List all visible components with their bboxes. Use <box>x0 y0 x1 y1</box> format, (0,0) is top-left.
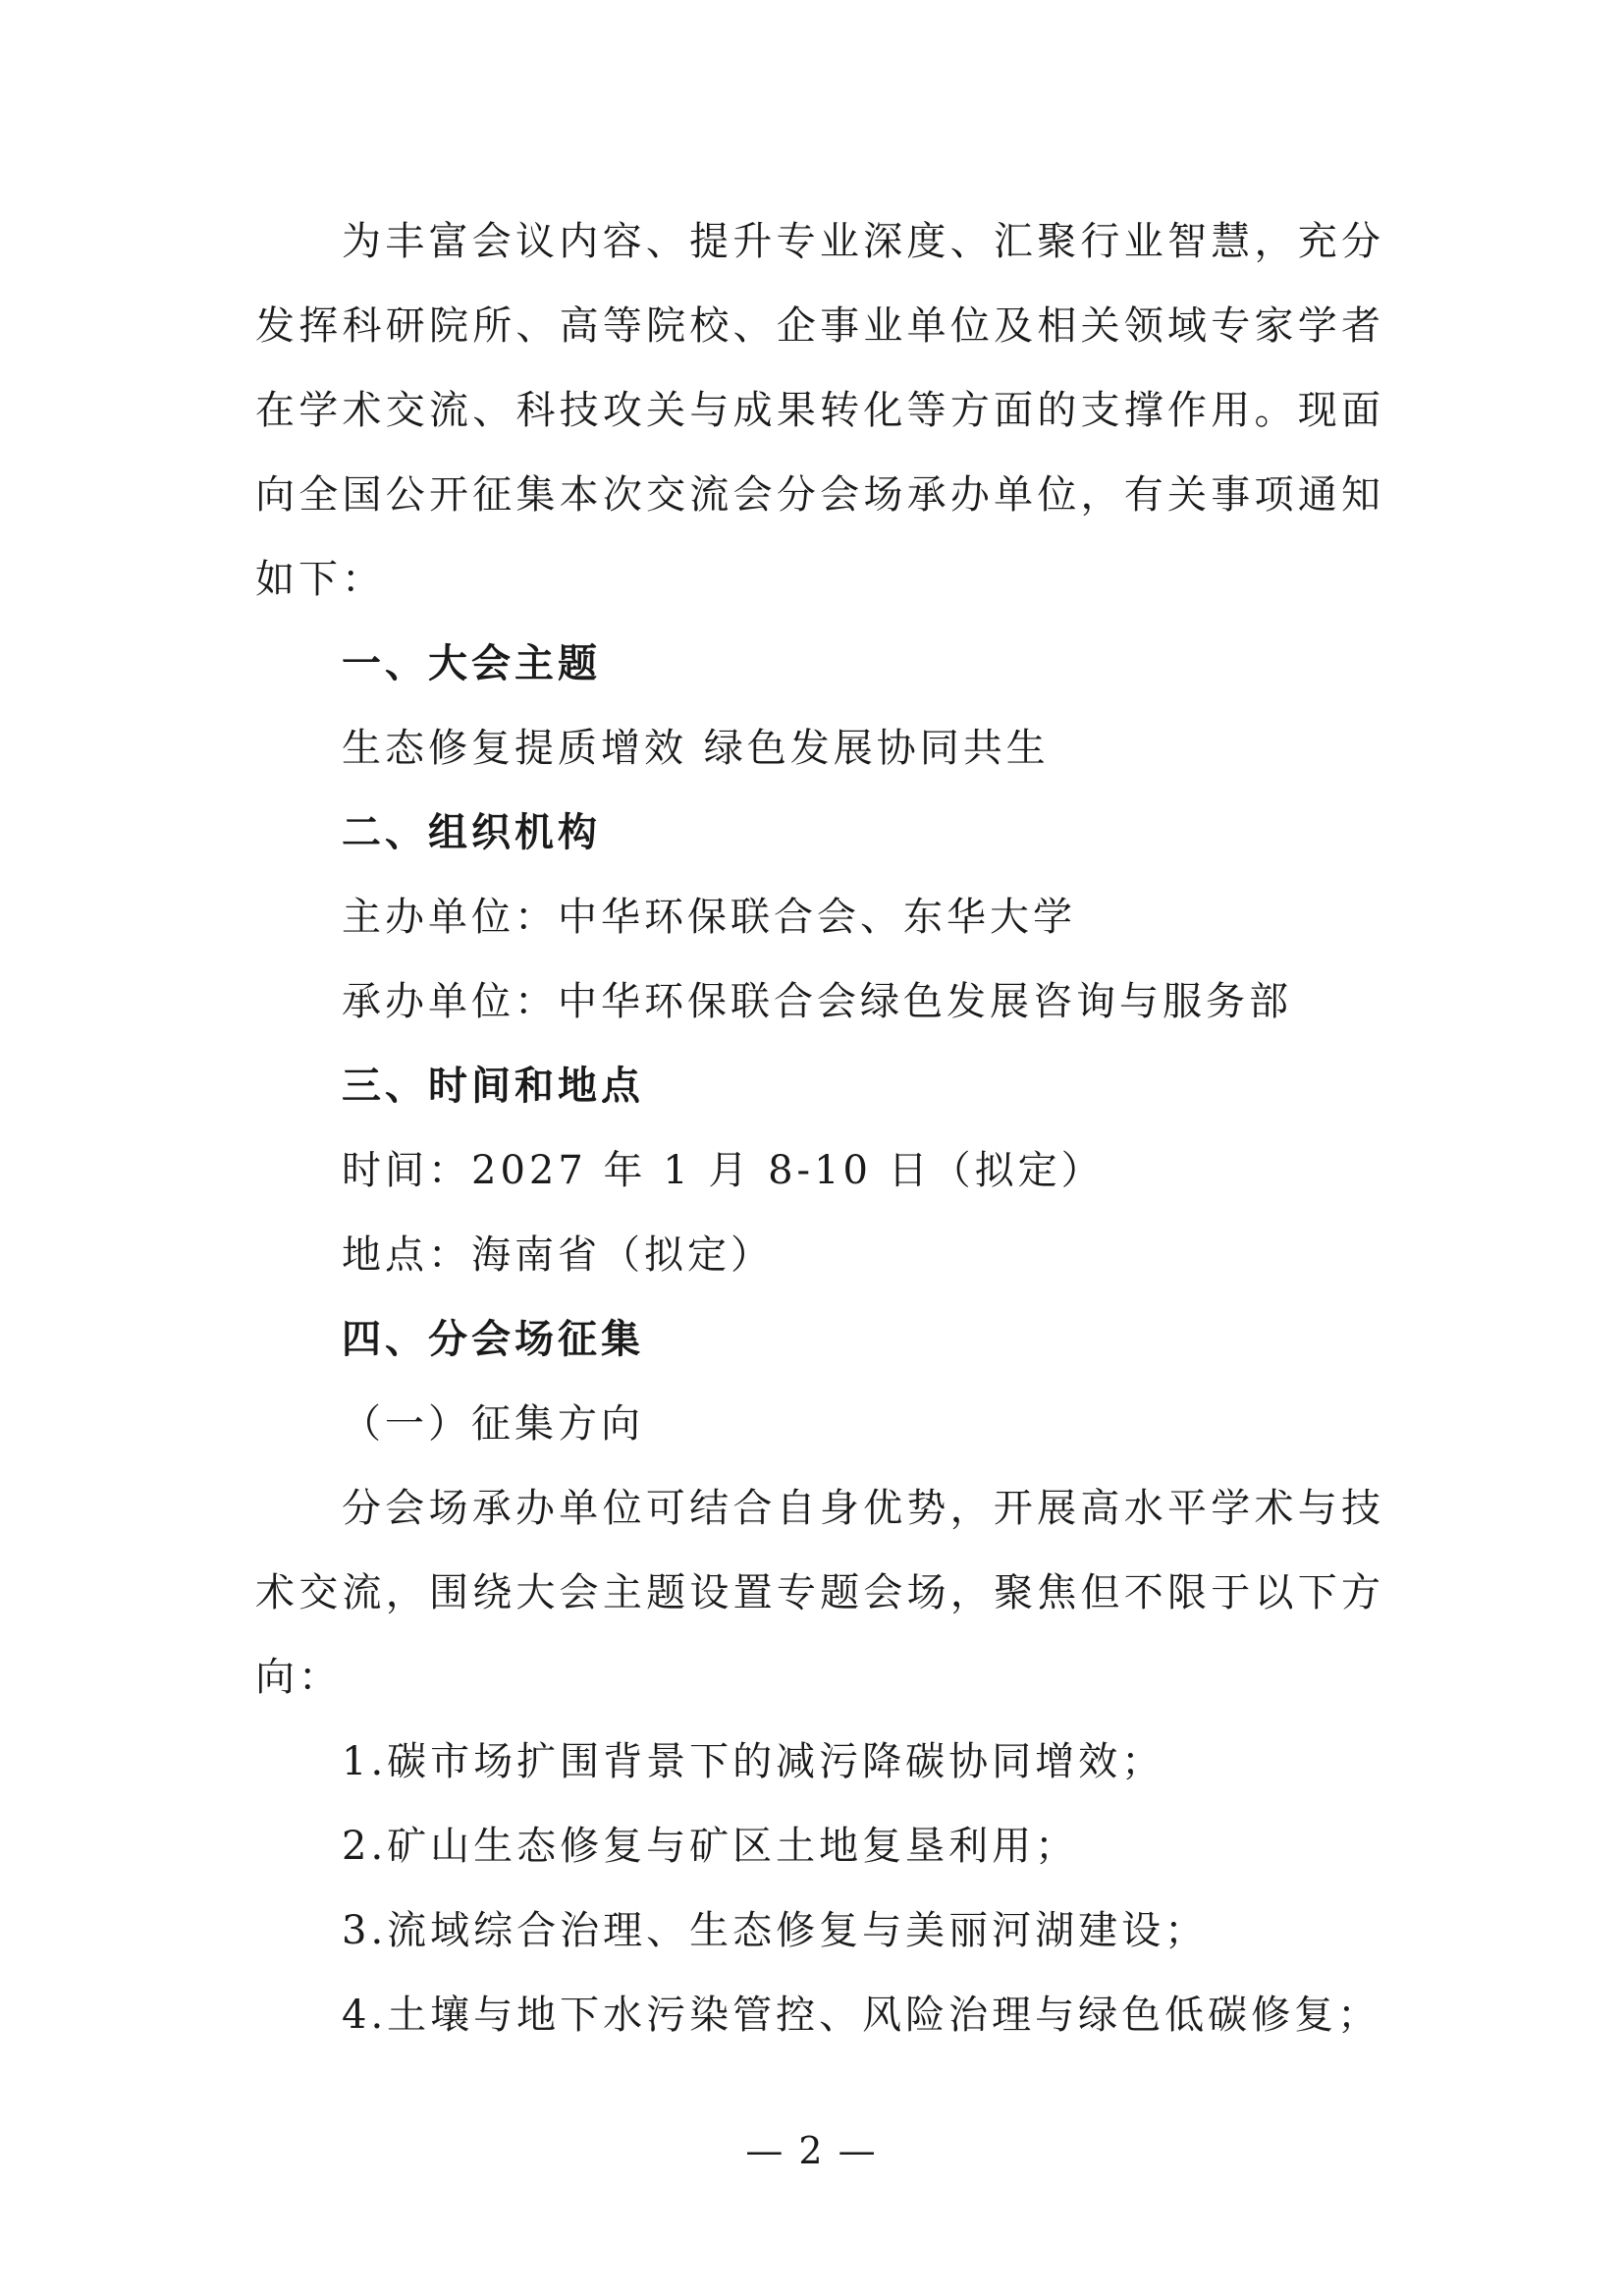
event-place: 地点：海南省（拟定） <box>342 1232 774 1278</box>
section-heading-theme: 一、大会主题 <box>342 641 601 686</box>
direction-item: 1.碳市场扩围背景下的减污降碳协同增效； <box>342 1739 1165 1784</box>
section-heading-organization: 二、组织机构 <box>342 810 601 855</box>
subsection-heading-direction: （一）征集方向 <box>342 1401 644 1447</box>
page-number: — 2 — <box>745 2129 878 2172</box>
intro-line-1: 为丰富会议内容、提升专业深度、汇聚行业智慧，充分 <box>342 219 1384 264</box>
direction-item: 2.矿山生态修复与矿区土地复垦利用； <box>342 1824 1079 1869</box>
direction-para-line-3: 向： <box>255 1655 342 1700</box>
event-time: 时间：2027 年 1 月 8-10 日（拟定） <box>342 1148 1105 1193</box>
direction-para-line-1: 分会场承办单位可结合自身优势，开展高水平学术与技 <box>342 1486 1384 1531</box>
section-heading-time-place: 三、时间和地点 <box>342 1064 644 1109</box>
host-units: 主办单位：中华环保联合会、东华大学 <box>342 895 1076 940</box>
organizer-units: 承办单位：中华环保联合会绿色发展咨询与服务部 <box>342 979 1292 1024</box>
intro-line-3: 在学术交流、科技攻关与成果转化等方面的支撑作用。现面 <box>255 388 1384 433</box>
direction-item: 4.土壤与地下水污染管控、风险治理与绿色低碳修复； <box>342 1993 1381 2038</box>
intro-line-5: 如下： <box>255 557 385 602</box>
direction-para-line-2: 术交流，围绕大会主题设置专题会场，聚焦但不限于以下方 <box>255 1570 1384 1615</box>
conference-theme: 生态修复提质增效 绿色发展协同共生 <box>342 726 1050 771</box>
direction-item: 3.流域综合治理、生态修复与美丽河湖建设； <box>342 1908 1209 1953</box>
intro-line-4: 向全国公开征集本次交流会分会场承办单位，有关事项通知 <box>255 472 1384 518</box>
section-heading-sub-venue: 四、分会场征集 <box>342 1317 644 1362</box>
intro-line-2: 发挥科研院所、高等院校、企事业单位及相关领域专家学者 <box>255 303 1384 349</box>
